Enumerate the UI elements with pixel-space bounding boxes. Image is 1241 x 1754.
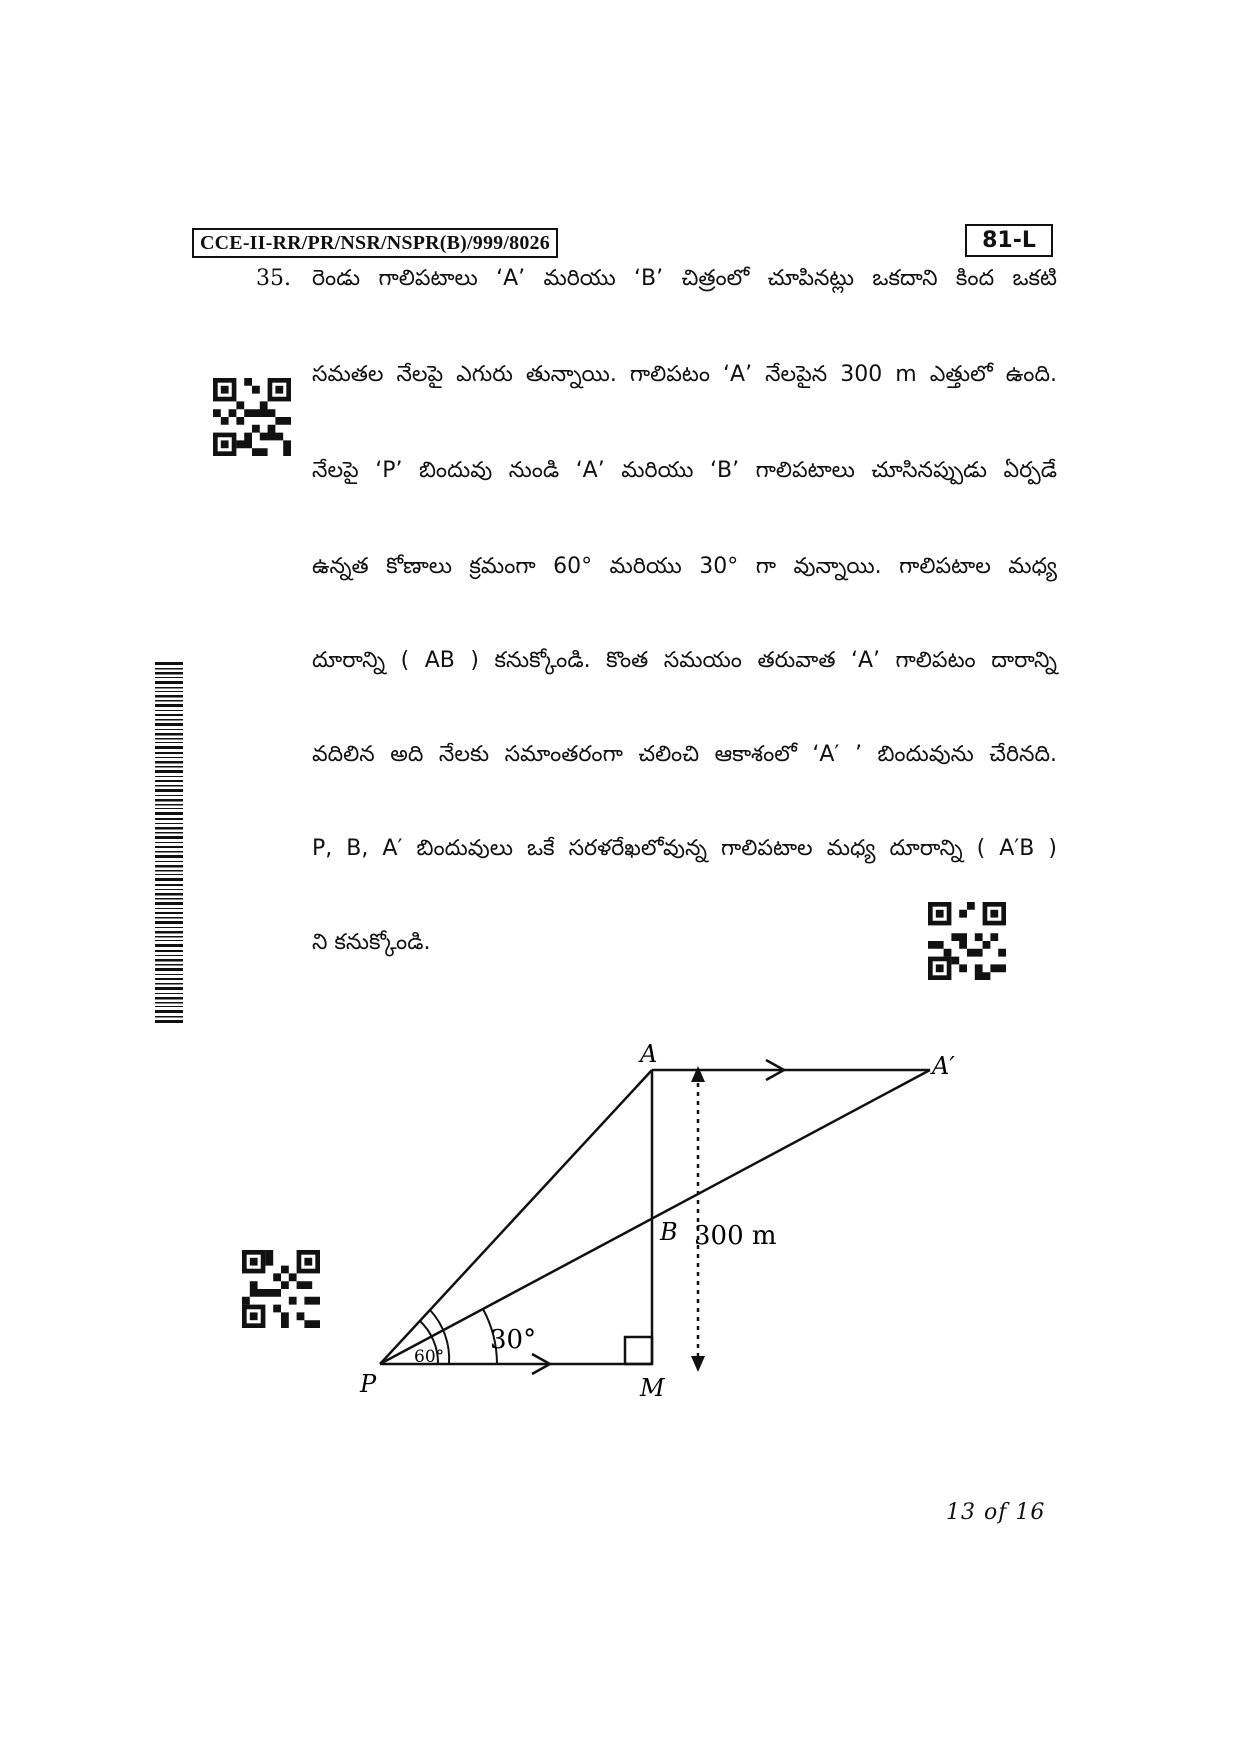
- page-number: 13 of 16: [946, 1500, 1046, 1525]
- question-line-4: ఉన్నత కోణాలు క్రమంగా 60° మరియు 30° గా వున్నాయి. గాలిపటాల మధ్య: [312, 554, 1057, 579]
- label-A: A: [640, 1040, 658, 1068]
- question-line-7: P, B, A′ బిందువులు ఒకే సరళరేఖలోవున్న గాలిపటాల మధ్య దూరాన్ని ( A′B ): [312, 836, 1057, 861]
- right-angle-mark: [625, 1337, 652, 1364]
- qr-code-icon: [928, 902, 1006, 980]
- question-line-1: రెండు గాలిపటాలు ‘A’ మరియు ‘B’ చిత్రంలో చూపినట్లు ఒకదాని కింద ఒకటి: [312, 266, 1057, 291]
- line-PA-prime: [380, 1070, 930, 1364]
- label-P: P: [360, 1370, 377, 1398]
- angle-60-label: 60°: [414, 1347, 445, 1367]
- height-arrow-up: [691, 1066, 705, 1082]
- angle-30-label: 30°: [490, 1325, 537, 1355]
- question-paper-code: CCE-II-RR/PR/NSR/NSPR(B)/999/8026: [192, 228, 558, 258]
- label-M: M: [640, 1374, 665, 1402]
- question-line-8: ని కనుక్కోండి.: [312, 930, 431, 955]
- question-line-3: నేలపై ‘P’ బిందువు నుండి ‘A’ మరియు ‘B’ గాలిపటాలు చూసినప్పుడు ఏర్పడే: [312, 458, 1057, 483]
- qr-code-icon: [212, 378, 292, 456]
- question-number: 35.: [256, 266, 291, 291]
- paper-code-box: 81-L: [965, 224, 1053, 257]
- question-line-5: దూరాన్ని ( AB ) కనుక్కోండి. కొంత సమయం తరువాత ‘A’ గాలిపటం దారాన్ని: [312, 648, 1057, 673]
- barcode-icon: [155, 662, 183, 1024]
- question-line-6: వదిలిన అది నేలకు సమాంతరంగా చలించి ఆకాశంలో ‘A′ ’ బిందువును చేరినది.: [312, 742, 1057, 767]
- question-line-2: సమతల నేలపై ఎగురు తున్నాయి. గాలిపటం ‘A’ నేలపైన 300 m ఎత్తులో ఉంది.: [312, 362, 1057, 387]
- height-label: 300 m: [694, 1221, 777, 1251]
- kite-geometry-figure: [300, 1020, 1060, 1420]
- height-arrow-down: [691, 1356, 705, 1372]
- label-B: B: [660, 1218, 678, 1246]
- line-PA: [380, 1070, 652, 1364]
- label-A-prime: A′: [932, 1052, 955, 1080]
